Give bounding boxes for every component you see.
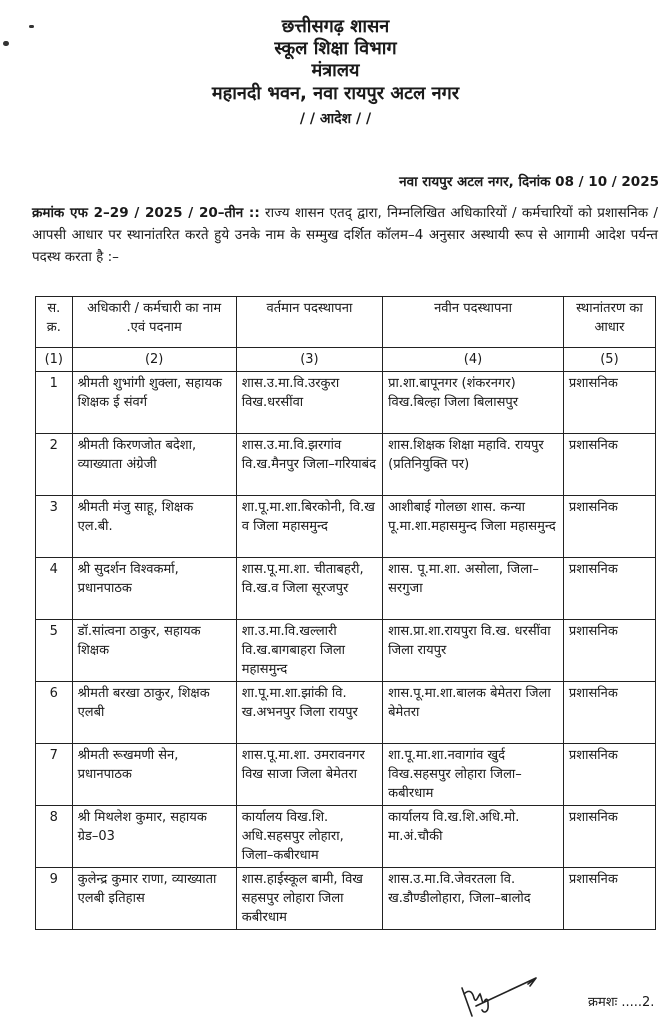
new-posting-cell: कार्यालय वि.ख.शि.अधि.मो. मा.अं.चौकी xyxy=(383,806,564,868)
order-paragraph xyxy=(32,202,658,268)
table-header-row xyxy=(36,297,656,348)
column-number-row xyxy=(36,348,656,372)
transfer-basis-cell: प्रशासनिक xyxy=(563,434,655,496)
current-posting-cell: शास.उ.मा.वि.उरकुरा विख.धरसींवा xyxy=(236,372,382,434)
transfer-basis-cell: प्रशासनिक xyxy=(563,744,655,806)
employee-name-cell: श्रीमती मंजु साहू, शिक्षक एल.बी. xyxy=(72,496,236,558)
transfer-basis-cell: प्रशासनिक xyxy=(563,682,655,744)
transfer-basis-cell: प्रशासनिक xyxy=(563,558,655,620)
government-name: छत्तीसगढ़ शासन xyxy=(281,16,390,37)
current-posting-cell: शास.पू.मा.शा. उमरावनगर विख साजा जिला बेमेतरा xyxy=(236,744,382,806)
transfer-table xyxy=(35,296,656,930)
current-posting-cell: शास.हाईस्कूल बामी, विख सहसपुर लोहारा जिला कबीरधाम xyxy=(236,868,382,930)
employee-name-cell: श्री मिथलेश कुमार, सहायक ग्रेड–03 xyxy=(72,806,236,868)
serial-number-cell: 9 xyxy=(36,868,73,930)
new-posting-cell: शास. पू.मा.शा. असोला, जिला–सरगुजा xyxy=(383,558,564,620)
current-posting-cell: शास.पू.मा.शा. चीताबहरी, वि.ख.व जिला सूरजपुर xyxy=(236,558,382,620)
transfer-basis-cell: प्रशासनिक xyxy=(563,620,655,682)
serial-number-cell: 7 xyxy=(36,744,73,806)
place-and-date: नवा रायपुर अटल नगर, दिनांक 08 / 10 / 2025 xyxy=(399,174,659,190)
header-name-designation: अधिकारी / कर्मचारी का नाम .एवं पदनाम xyxy=(72,297,236,348)
current-posting-cell: कार्यालय विख.शि. अधि.सहसपुर लोहारा, जिला–कबीरधाम xyxy=(236,806,382,868)
ministry-name: मंत्रालय xyxy=(311,60,360,81)
column-number: (4) xyxy=(383,348,564,372)
new-posting-cell: आशीबाई गोलछा शास. कन्या पू.मा.शा.महासमुन्द जिला महासमुन्द xyxy=(383,496,564,558)
table-row xyxy=(36,744,656,806)
serial-number-cell: 4 xyxy=(36,558,73,620)
transfer-basis-cell: प्रशासनिक xyxy=(563,868,655,930)
table-row xyxy=(36,434,656,496)
column-number: (1) xyxy=(36,348,73,372)
new-posting-cell: शास.शिक्षक शिक्षा महावि. रायपुर (प्रतिनियुक्ति पर) xyxy=(383,434,564,496)
table-row xyxy=(36,496,656,558)
column-number: (5) xyxy=(563,348,655,372)
table-row xyxy=(36,806,656,868)
serial-number-cell: 2 xyxy=(36,434,73,496)
serial-number-cell: 8 xyxy=(36,806,73,868)
header-current-posting: वर्तमान पदस्थापना xyxy=(236,297,382,348)
column-number: (3) xyxy=(236,348,382,372)
header-new-posting: नवीन पदस्थापना xyxy=(383,297,564,348)
column-number: (2) xyxy=(72,348,236,372)
new-posting-cell: शास.उ.मा.वि.जेवरतला वि. ख.डौण्डीलोहारा, जिला–बालोद xyxy=(383,868,564,930)
current-posting-cell: शा.उ.मा.वि.खल्लारी वि.ख.बागबाहरा जिला महासमुन्द xyxy=(236,620,382,682)
table-row xyxy=(36,868,656,930)
serial-number-cell: 5 xyxy=(36,620,73,682)
order-title: / / आदेश / / xyxy=(299,111,372,127)
new-posting-cell: प्रा.शा.बापूनगर (शंकरनगर) विख.बिल्हा जिला बिलासपुर xyxy=(383,372,564,434)
transfer-basis-cell: प्रशासनिक xyxy=(563,372,655,434)
transfer-basis-cell: प्रशासनिक xyxy=(563,806,655,868)
employee-name-cell: कुलेन्द्र कुमार राणा, व्याख्याता एलबी इतिहास xyxy=(72,868,236,930)
table-row xyxy=(36,620,656,682)
order-text: राज्य शासन एतद् द्वारा, निम्नलिखित अधिकारियों / कर्मचारियों को प्रशासनिक / आपसी आधार पर स्थानांतरित करते हुये उनके नाम के सम्मुख दर्शित कॉलम–4 अनुसार अस्थायी रूप से आगामी आदेश पर्यन्त पदस्थ करता है :– xyxy=(32,205,658,265)
letterhead xyxy=(0,16,671,130)
order-number: क्रमांक एफ 2–29 / 2025 / 20–तीन :: xyxy=(32,205,260,221)
serial-number-cell: 6 xyxy=(36,682,73,744)
serial-number-cell: 3 xyxy=(36,496,73,558)
current-posting-cell: शा.पू.मा.शा.बिरकोनी, वि.ख व जिला महासमुन्द xyxy=(236,496,382,558)
employee-name-cell: डॉ.सांत्वना ठाकुर, सहायक शिक्षक xyxy=(72,620,236,682)
current-posting-cell: शा.पू.मा.शा.झांकी वि. ख.अभनपुर जिला रायपुर xyxy=(236,682,382,744)
table-row xyxy=(36,558,656,620)
header-serial: स. क्र. xyxy=(36,297,73,348)
continuation-note: क्रमशः .....2. xyxy=(588,995,655,1010)
new-posting-cell: शास.प्रा.शा.रायपुरा वि.ख. धरसींवा जिला रायपुर xyxy=(383,620,564,682)
employee-name-cell: श्रीमती शुभांगी शुक्ला, सहायक शिक्षक ई संवर्ग xyxy=(72,372,236,434)
table-row xyxy=(36,372,656,434)
new-posting-cell: शास.पू.मा.शा.बालक बेमेतरा जिला बेमेतरा xyxy=(383,682,564,744)
table-row xyxy=(36,682,656,744)
signature xyxy=(458,976,538,1018)
department-name: स्कूल शिक्षा विभाग xyxy=(274,38,397,59)
transfer-basis-cell: प्रशासनिक xyxy=(563,496,655,558)
serial-number-cell: 1 xyxy=(36,372,73,434)
employee-name-cell: श्रीमती रूखमणी सेन, प्रधानपाठक xyxy=(72,744,236,806)
current-posting-cell: शास.उ.मा.वि.झरगांव वि.ख.मैनपुर जिला–गरियाबंद xyxy=(236,434,382,496)
employee-name-cell: श्रीमती किरणजोत बदेशा, व्याख्याता अंग्रेजी xyxy=(72,434,236,496)
employee-name-cell: श्रीमती बरखा ठाकुर, शिक्षक एलबी xyxy=(72,682,236,744)
office-address: महानदी भवन, नवा रायपुर अटल नगर xyxy=(211,83,460,104)
header-transfer-basis: स्थानांतरण का आधार xyxy=(563,297,655,348)
employee-name-cell: श्री सुदर्शन विश्वकर्मा, प्रधानपाठक xyxy=(72,558,236,620)
new-posting-cell: शा.पू.मा.शा.नवागांव खुर्द विख.सहसपुर लोहारा जिला–कबीरधाम xyxy=(383,744,564,806)
